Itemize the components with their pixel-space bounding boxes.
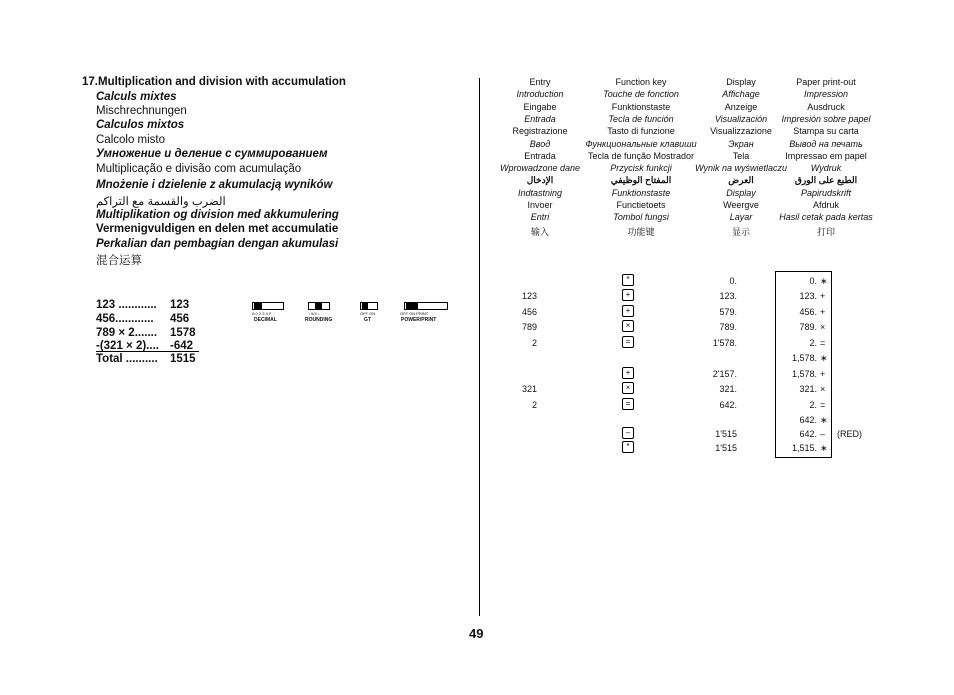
gt-ticks: OFF ON: [360, 311, 376, 316]
display-value: 642.: [719, 400, 737, 410]
tape-value: 2.: [809, 338, 817, 348]
display-value: 1'515: [715, 443, 737, 453]
entry-header: Entrada: [524, 113, 556, 124]
tape-value: 1,515.: [791, 443, 817, 453]
display-value: 579.: [719, 307, 737, 317]
function-key-header: Tombol fungsi: [613, 212, 669, 223]
language-title: Mischrechnungen: [96, 105, 187, 117]
tape-value: 1,578.: [791, 353, 817, 363]
tape-value: 456.: [799, 307, 817, 317]
tape-value: 2.: [809, 400, 817, 410]
decimal-label: DECIMAL: [254, 317, 277, 323]
function-key-icon: ×: [622, 382, 634, 394]
tape-symbol: ∗: [820, 443, 828, 453]
display-header: Anzeige: [724, 101, 758, 112]
power-ticks: OFF ON PRINT: [400, 311, 429, 316]
entry-header: Entri: [530, 212, 550, 223]
display-header: Affichage: [722, 89, 760, 100]
display-value: 789.: [719, 322, 737, 332]
language-title: Multiplicação e divisão com acumulação: [96, 163, 302, 175]
paper-header: Paper print-out: [796, 77, 856, 87]
entry-header: الإدخال: [526, 175, 554, 186]
function-key-icon: –: [622, 427, 634, 439]
function-key-icon: +: [622, 289, 634, 301]
entry-value: 2: [531, 338, 537, 348]
tape-value: 642.: [799, 429, 817, 439]
display-value: 123.: [719, 291, 737, 301]
tape-value: 321.: [799, 384, 817, 394]
function-key-icon: =: [622, 398, 634, 410]
paper-header: الطبع على الورق: [794, 175, 858, 186]
display-header: Экран: [728, 138, 754, 149]
decimal-ticks: A 0 2 3 4 F: [252, 311, 272, 316]
display-header: Visualizzazione: [710, 126, 772, 137]
calc-line: [96, 299, 190, 311]
red-note: (RED): [837, 429, 862, 439]
page-number: 49: [469, 626, 484, 641]
calc-label: 456............: [96, 313, 154, 325]
language-title: Умножение и деление с суммированием: [96, 148, 328, 160]
tape-symbol: –: [820, 429, 826, 439]
paper-header: Stampa su carta: [793, 126, 859, 137]
paper-header: Papirudskrift: [800, 187, 852, 198]
function-key-header: Funktionstaste: [611, 101, 671, 112]
calc-value: 456: [170, 313, 190, 325]
entry-value: 456: [521, 307, 537, 317]
language-title: Calcolo misto: [96, 134, 166, 146]
display-header: Display: [726, 187, 756, 198]
language-title: Multiplikation og division med akkumulering: [96, 209, 339, 221]
paper-header: Ausdruck: [807, 101, 845, 112]
function-key-icon: =: [622, 336, 634, 348]
calc-value: 1515: [170, 353, 196, 365]
function-key-icon: *: [622, 274, 634, 286]
tape-symbol: ∗: [820, 276, 828, 286]
entry-header: Ввод: [529, 138, 551, 149]
entry-header: 输入: [530, 226, 550, 237]
calc-label: 123 ............: [96, 299, 157, 311]
gt-label: GT: [364, 317, 371, 323]
tape-symbol: =: [820, 400, 826, 410]
display-header: 显示: [731, 226, 751, 237]
paper-tape: [775, 271, 832, 458]
language-title: 混合运算: [96, 255, 142, 267]
section-title: 17.Multiplication and division with accumulation: [82, 76, 346, 88]
paper-header: Afdruk: [812, 200, 840, 210]
paper-header: Hasil cetak pada kertas: [779, 212, 873, 223]
entry-value: 321: [521, 384, 537, 394]
function-key-header: Functietoets: [616, 200, 666, 210]
tape-value: 123.: [799, 291, 817, 301]
language-title: Vermenigvuldigen en delen met accumulatie: [96, 223, 339, 235]
tape-symbol: ∗: [820, 353, 828, 363]
entry-value: 123: [521, 291, 537, 301]
function-key-icon: +: [622, 367, 634, 379]
entry-header: Invoer: [527, 200, 553, 210]
paper-header: Impressao em papel: [785, 150, 867, 161]
calc-line: [96, 353, 196, 365]
rounding-ticks: ↑ 5/4 ↓: [308, 311, 320, 316]
language-title: Calculs mixtes: [96, 91, 177, 103]
calc-label: -(321 × 2)....: [96, 340, 159, 352]
display-value: 0.: [729, 276, 737, 286]
tape-value: 0.: [809, 276, 817, 286]
function-key-header: Touche de fonction: [603, 89, 679, 100]
function-key-header: Tecla de função Mostrador: [587, 150, 695, 161]
entry-header: Indtastning: [517, 187, 563, 198]
calc-value: -642: [170, 340, 194, 352]
column-divider: [479, 78, 480, 616]
paper-header: Вывод на печать: [789, 138, 863, 149]
function-key-header: 功能键: [627, 226, 655, 237]
tape-symbol: ×: [820, 322, 826, 332]
display-value: 321.: [719, 384, 737, 394]
tape-value: 642.: [799, 415, 817, 425]
function-key-icon: *: [622, 441, 634, 453]
function-key-header: Tecla de función: [608, 113, 674, 124]
calc-value: 1578: [170, 327, 196, 339]
rounding-label: ROUNDING: [305, 317, 333, 323]
function-key-icon: ×: [622, 320, 634, 332]
power-switch-knob: [406, 303, 418, 309]
paper-header: Impresión sobre papel: [781, 113, 871, 124]
function-key-header: Przycisk funkcji: [610, 163, 672, 174]
gt-switch-knob: [362, 303, 368, 309]
entry-header: Eingabe: [523, 101, 557, 112]
calc-label: Total ..........: [96, 353, 158, 365]
language-title: Mnożenie i dzielenie z akumulacją wyników: [96, 179, 333, 191]
tape-symbol: +: [820, 369, 826, 379]
calc-total-rule: [96, 351, 199, 352]
function-key-header: Tasto di funzione: [607, 126, 675, 137]
function-key-icon: +: [622, 305, 634, 317]
language-title: Calculos mixtos: [96, 119, 185, 131]
calc-label: 789 × 2.......: [96, 327, 158, 339]
display-header: Tela: [732, 150, 750, 161]
display-header: Display: [726, 77, 756, 87]
tape-value: 789.: [799, 322, 817, 332]
function-key-header: المفتاح الوظيفي: [610, 175, 672, 186]
entry-header: Registrazione: [512, 126, 568, 137]
function-key-header: Funktionstaste: [611, 187, 671, 198]
function-key-header: Функциональные клавиши: [585, 138, 697, 149]
power-label: POWER/PRINT: [401, 317, 437, 323]
entry-value: 789: [521, 322, 537, 332]
function-key-header: Function key: [615, 77, 667, 87]
display-header: العرض: [728, 175, 754, 186]
language-title: الضرب والقسمة مع التراكم: [96, 196, 226, 208]
tape-symbol: ∗: [820, 415, 828, 425]
display-value: 1'515: [715, 429, 737, 439]
decimal-switch-knob: [254, 303, 262, 309]
rounding-switch-knob: [315, 303, 322, 309]
calc-line: [96, 327, 196, 339]
entry-header: Entry: [529, 77, 551, 87]
display-value: 2'157.: [712, 369, 737, 379]
display-value: 1'578.: [712, 338, 737, 348]
tape-symbol: =: [820, 338, 826, 348]
entry-header: Wprowadzone dane: [499, 163, 581, 174]
calc-value: 123: [170, 299, 190, 311]
paper-header: 打印: [816, 226, 836, 237]
calc-line: [96, 313, 190, 325]
display-header: Wynik na wyświetlaczu: [694, 163, 788, 174]
entry-header: Introduction: [516, 89, 564, 100]
tape-symbol: +: [820, 307, 826, 317]
entry-value: 2: [531, 400, 537, 410]
display-header: Weergve: [723, 200, 759, 210]
tape-symbol: ×: [820, 384, 826, 394]
tape-value: 1,578.: [791, 369, 817, 379]
language-title: Perkalian dan pembagian dengan akumulasi: [96, 238, 339, 250]
paper-header: Impression: [803, 89, 849, 100]
entry-header: Entrada: [524, 150, 556, 161]
tape-symbol: +: [820, 291, 826, 301]
display-header: Visualización: [714, 113, 768, 124]
display-header: Layar: [729, 212, 753, 223]
paper-header: Wydruk: [810, 163, 842, 174]
